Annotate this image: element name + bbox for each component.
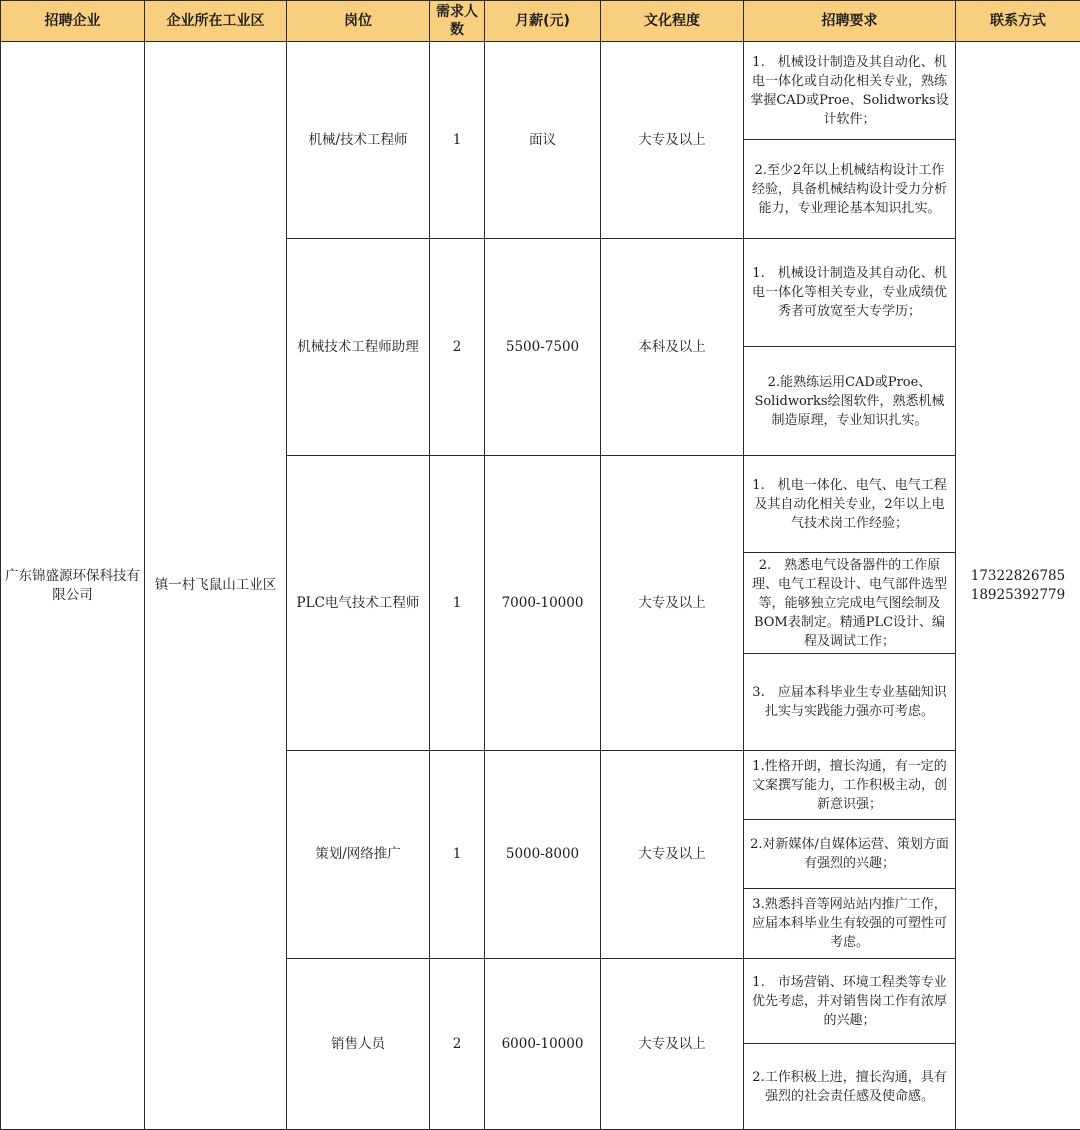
job-requirement: 2.至少2年以上机械结构设计工作经验，具备机械结构设计受力分析能力，专业理论基本知识扎实。 xyxy=(744,140,956,239)
job-count: 2 xyxy=(430,959,485,1130)
header-count: 需求人数 xyxy=(430,1,485,42)
job-requirement: 1. 市场营销、环境工程类等专业优先考虑，并对销售岗工作有浓厚的兴趣； xyxy=(744,959,956,1044)
job-title: 销售人员 xyxy=(287,959,430,1130)
job-count: 2 xyxy=(430,239,485,456)
job-salary: 面议 xyxy=(485,42,601,239)
job-requirement: 1.性格开朗，擅长沟通，有一定的文案撰写能力，工作积极主动，创新意识强； xyxy=(744,751,956,820)
table-row xyxy=(1,42,1080,140)
header-salary: 月薪(元) xyxy=(485,1,601,42)
job-salary: 7000-10000 xyxy=(485,456,601,751)
job-education: 大专及以上 xyxy=(601,751,744,959)
job-requirement: 1. 机械设计制造及其自动化、机电一体化或自动化相关专业，熟练掌握CAD或Proe、Solidworks设计软件； xyxy=(744,42,956,140)
job-requirement: 1. 机械设计制造及其自动化、机电一体化等相关专业，专业成绩优秀者可放宽至大专学历； xyxy=(744,239,956,347)
job-requirement: 3.熟悉抖音等网站站内推广工作，应届本科毕业生有较强的可塑性可考虑。 xyxy=(744,889,956,959)
job-education: 大专及以上 xyxy=(601,959,744,1130)
job-salary: 5500-7500 xyxy=(485,239,601,456)
contact-phones xyxy=(956,42,1080,1130)
header-requirements: 招聘要求 xyxy=(744,1,956,42)
header-row xyxy=(1,1,1080,42)
industrial-park: 镇一村飞鼠山工业区 xyxy=(145,42,287,1130)
job-title: 机械/技术工程师 xyxy=(287,42,430,239)
job-salary: 5000-8000 xyxy=(485,751,601,959)
header-contact: 联系方式 xyxy=(956,1,1080,42)
job-education: 大专及以上 xyxy=(601,456,744,751)
job-requirement: 2.工作积极上进，擅长沟通，具有强烈的社会责任感及使命感。 xyxy=(744,1044,956,1130)
job-title: 机械技术工程师助理 xyxy=(287,239,430,456)
job-title: 策划/网络推广 xyxy=(287,751,430,959)
company-name: 广东锦盛源环保科技有限公司 xyxy=(1,42,145,1130)
contact-phone: 18925392779 xyxy=(960,586,1076,605)
job-title: PLC电气技术工程师 xyxy=(287,456,430,751)
job-salary: 6000-10000 xyxy=(485,959,601,1130)
job-requirement: 1. 机电一体化、电气、电气工程及其自动化相关专业，2年以上电气技术岗工作经验； xyxy=(744,456,956,553)
header-position: 岗位 xyxy=(287,1,430,42)
job-requirement: 2. 熟悉电气设备器件的工作原理、电气工程设计、电气部件选型等，能够独立完成电气图绘制及BOM表制定。精通PLC设计、编程及调试工作； xyxy=(744,553,956,654)
job-requirement: 3. 应届本科毕业生专业基础知识扎实与实践能力强亦可考虑。 xyxy=(744,654,956,751)
job-requirement: 2.能熟练运用CAD或Proe、Solidworks绘图软件，熟悉机械制造原理，专业知识扎实。 xyxy=(744,347,956,456)
contact-phone: 17322826785 xyxy=(960,567,1076,586)
job-count: 1 xyxy=(430,42,485,239)
job-education: 本科及以上 xyxy=(601,239,744,456)
job-requirement: 2.对新媒体/自媒体运营、策划方面有强烈的兴趣； xyxy=(744,820,956,889)
header-park: 企业所在工业区 xyxy=(145,1,287,42)
header-company: 招聘企业 xyxy=(1,1,145,42)
job-count: 1 xyxy=(430,456,485,751)
job-count: 1 xyxy=(430,751,485,959)
job-education: 大专及以上 xyxy=(601,42,744,239)
header-education: 文化程度 xyxy=(601,1,744,42)
